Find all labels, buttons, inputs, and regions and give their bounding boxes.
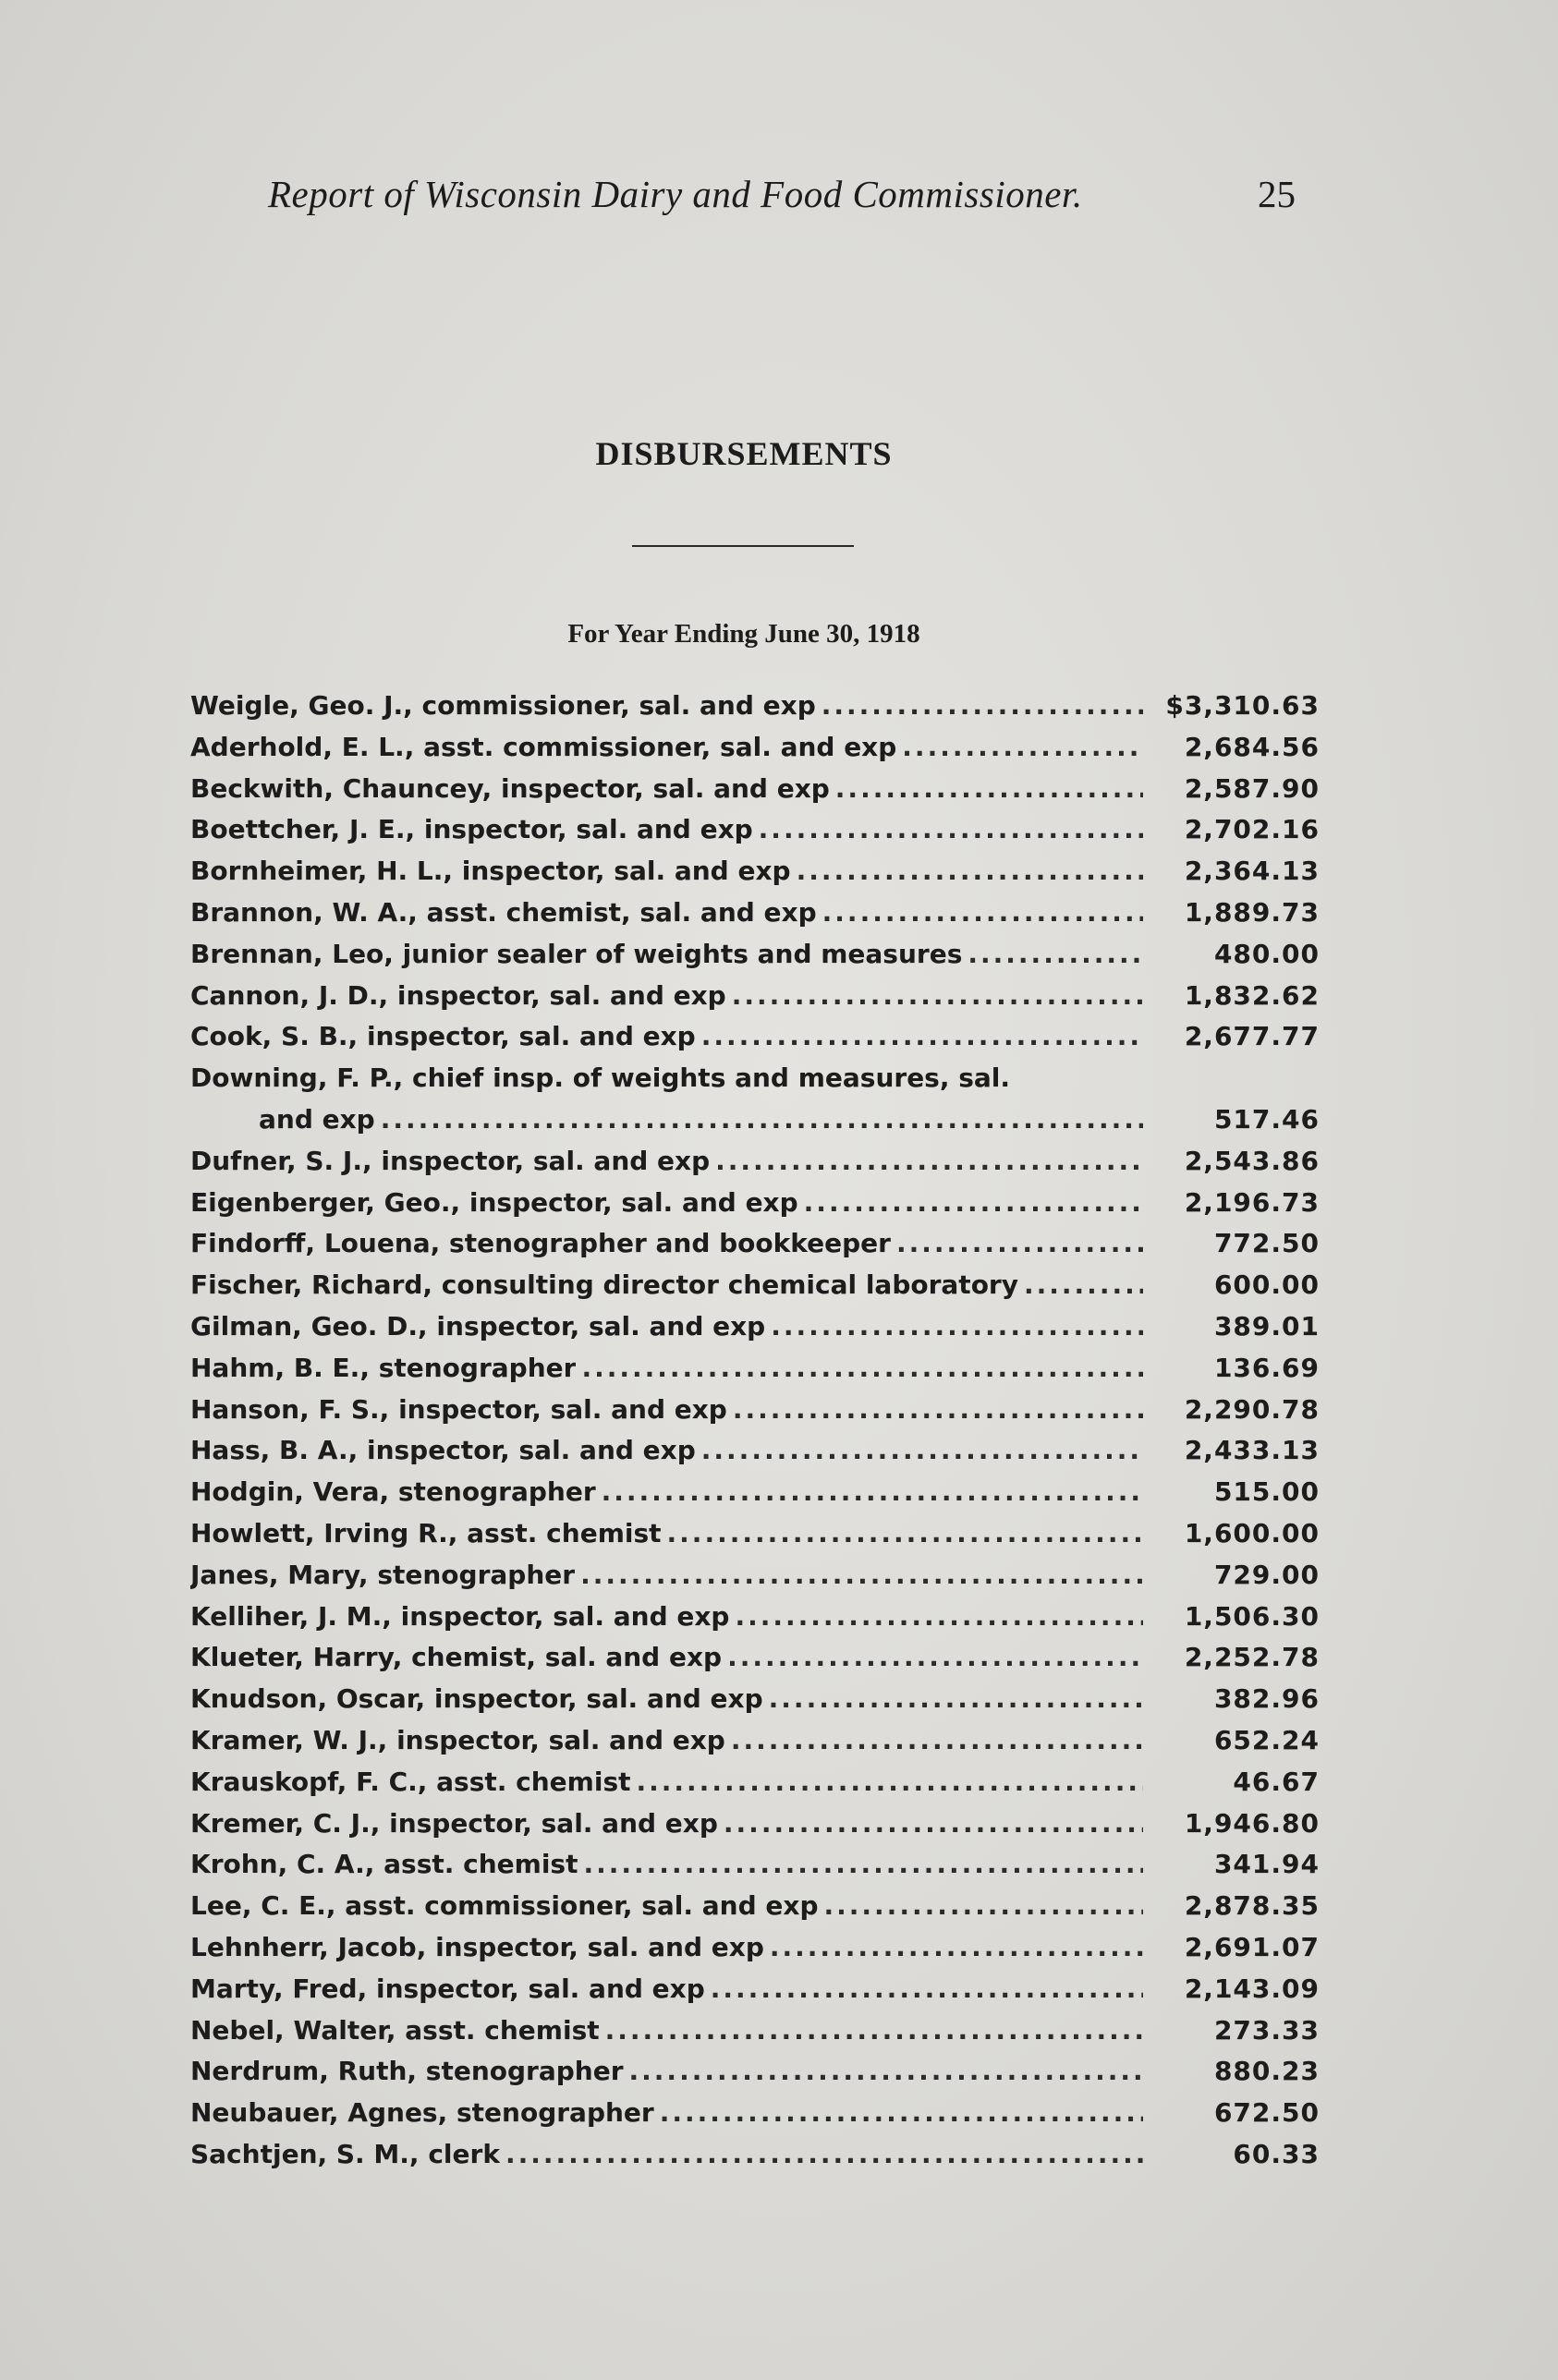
entry-amount: 60.33	[1233, 2138, 1320, 2169]
dot-leader	[735, 1597, 1143, 1638]
dot-leader	[902, 727, 1143, 769]
dot-leader	[701, 1016, 1143, 1058]
entry-amount: 136.69	[1213, 1352, 1320, 1383]
entry-amount: 2,878.35	[1184, 1890, 1320, 1922]
section-subtitle: For Year Ending June 30, 1918	[567, 619, 920, 649]
disbursement-entry	[190, 1555, 1320, 1597]
dot-leader	[660, 2093, 1143, 2134]
disbursement-entry	[190, 769, 1320, 810]
dot-leader	[727, 1637, 1143, 1679]
entry-amount: 382.96	[1213, 1683, 1320, 1715]
disbursement-entry	[190, 1016, 1320, 1058]
entry-amount: 2,677.77	[1184, 1021, 1320, 1052]
disbursement-entry	[190, 1886, 1320, 1927]
disbursement-entry	[190, 1430, 1320, 1472]
dot-leader	[771, 1306, 1143, 1348]
disbursement-entry	[190, 1513, 1320, 1555]
entry-amount: 517.46	[1213, 1103, 1320, 1135]
entry-amount: 2,684.56	[1184, 731, 1320, 762]
entry-name: Cannon, J. D., inspector, sal. and exp	[190, 979, 726, 1011]
dot-leader	[822, 892, 1143, 934]
disbursement-entry	[190, 2134, 1320, 2176]
section-title: DISBURSEMENTS	[595, 435, 893, 472]
entry-name: Weigle, Geo. J., commissioner, sal. and exp	[190, 690, 816, 721]
disbursement-entry	[190, 976, 1320, 1017]
dot-leader	[797, 851, 1143, 892]
dot-leader	[968, 934, 1143, 976]
disbursement-entry	[190, 1348, 1320, 1390]
entry-amount: 1,832.62	[1184, 979, 1320, 1011]
entry-name: Fischer, Richard, consulting director chemical laboratory	[190, 1269, 1018, 1301]
disbursement-entry	[190, 1265, 1320, 1306]
entry-amount: 2,364.13	[1184, 856, 1320, 887]
entry-amount: 2,433.13	[1184, 1435, 1320, 1466]
dot-leader	[731, 1720, 1143, 1762]
entry-amount: 2,143.09	[1184, 1973, 1320, 2004]
dot-leader	[824, 1886, 1144, 1927]
entry-name: Neubauer, Agnes, stenographer	[190, 2097, 654, 2129]
entry-name: Nebel, Walter, asst. chemist	[190, 2014, 600, 2046]
disbursement-entry	[190, 686, 1320, 727]
disbursement-entry	[190, 851, 1320, 892]
dot-leader	[701, 1430, 1143, 1472]
entry-amount: 2,587.90	[1184, 772, 1320, 804]
dot-leader	[581, 1348, 1143, 1390]
entry-amount: 729.00	[1213, 1559, 1320, 1590]
disbursement-entry	[190, 809, 1320, 851]
disbursement-entry	[190, 2051, 1320, 2093]
disbursement-entry	[190, 1141, 1320, 1183]
entry-name: Bornheimer, H. L., inspector, sal. and exp	[190, 856, 791, 887]
entry-name: Hanson, F. S., inspector, sal. and exp	[190, 1393, 727, 1425]
dot-leader	[1024, 1265, 1143, 1306]
entry-amount: 273.33	[1213, 2014, 1320, 2046]
entry-amount: 515.00	[1213, 1476, 1320, 1508]
entry-name: Kramer, W. J., inspector, sal. and exp	[190, 1724, 725, 1755]
entry-name-continuation: and exp	[259, 1103, 375, 1135]
dot-leader	[381, 1099, 1143, 1141]
dot-leader	[629, 2051, 1143, 2093]
disbursement-entry	[190, 1472, 1320, 1513]
entry-name: Lee, C. E., asst. commissioner, sal. and exp	[190, 1890, 819, 1922]
entry-name: Janes, Mary, stenographer	[190, 1559, 576, 1590]
entry-name: Hahm, B. E., stenographer	[190, 1352, 577, 1383]
entry-name: Eigenberger, Geo., inspector, sal. and exp	[190, 1186, 798, 1218]
entry-amount: 652.24	[1213, 1724, 1320, 1755]
dot-leader	[733, 1390, 1143, 1431]
disbursement-entry	[190, 1844, 1320, 1886]
entry-name: Beckwith, Chauncey, inspector, sal. and exp	[190, 772, 830, 804]
entry-amount: 2,543.86	[1184, 1145, 1320, 1176]
entry-amount: 1,946.80	[1184, 1807, 1320, 1839]
entry-name: Brannon, W. A., asst. chemist, sal. and exp	[190, 896, 817, 928]
page-header	[268, 172, 1303, 227]
entry-name: Aderhold, E. L., asst. commissioner, sal. and exp	[190, 731, 897, 762]
dot-leader	[505, 2134, 1143, 2176]
entry-amount: 1,506.30	[1184, 1600, 1320, 1632]
disbursement-entry	[190, 1679, 1320, 1720]
entry-amount: 341.94	[1213, 1849, 1320, 1880]
dot-leader	[580, 1555, 1143, 1597]
disbursement-entry	[190, 1720, 1320, 1762]
disbursement-entry	[190, 1223, 1320, 1265]
disbursement-entry	[190, 1637, 1320, 1679]
dot-leader	[770, 1927, 1143, 1969]
dot-leader	[602, 1472, 1143, 1513]
entry-name: Marty, Fred, inspector, sal. and exp	[190, 1973, 705, 2004]
disbursement-entry	[190, 727, 1320, 769]
disbursement-entry	[190, 1390, 1320, 1431]
dot-leader	[804, 1183, 1143, 1224]
disbursement-list	[190, 686, 1320, 2176]
disbursement-entry	[190, 1927, 1320, 1969]
entry-name: Brennan, Leo, junior sealer of weights and measures	[190, 938, 963, 969]
disbursement-entry	[190, 1969, 1320, 2010]
dot-leader	[769, 1679, 1143, 1720]
disbursement-entry	[190, 1597, 1320, 1638]
title-rule	[632, 545, 854, 547]
entry-amount: 46.67	[1233, 1766, 1320, 1797]
disbursement-entry	[190, 1803, 1320, 1845]
entry-name: Cook, S. B., inspector, sal. and exp	[190, 1021, 696, 1052]
entry-amount: 672.50	[1213, 2097, 1320, 2129]
entry-amount: 389.01	[1213, 1310, 1320, 1342]
entry-name: Findorff, Louena, stenographer and bookkeeper	[190, 1228, 891, 1259]
entry-amount: 1,600.00	[1184, 1517, 1320, 1548]
entry-amount: $3,310.63	[1165, 690, 1320, 721]
entry-name: Hass, B. A., inspector, sal. and exp	[190, 1435, 696, 1466]
dot-leader	[822, 686, 1143, 727]
entry-name: Hodgin, Vera, stenographer	[190, 1476, 596, 1508]
entry-amount: 2,196.73	[1184, 1186, 1320, 1218]
entry-name: Krauskopf, F. C., asst. chemist	[190, 1766, 631, 1797]
dot-leader	[637, 1762, 1144, 1803]
dot-leader	[605, 2010, 1143, 2052]
entry-amount: 772.50	[1213, 1228, 1320, 1259]
entry-name: Kremer, C. J., inspector, sal. and exp	[190, 1807, 718, 1839]
entry-amount: 2,252.78	[1184, 1642, 1320, 1673]
disbursement-entry	[190, 1058, 1320, 1141]
entry-name: Knudson, Oscar, inspector, sal. and exp	[190, 1683, 763, 1715]
entry-name: Lehnherr, Jacob, inspector, sal. and exp	[190, 1931, 764, 1962]
page-number: 25	[1258, 173, 1296, 215]
dot-leader	[715, 1141, 1143, 1183]
entry-amount: 480.00	[1213, 938, 1320, 969]
entry-name: Dufner, S. J., inspector, sal. and exp	[190, 1145, 711, 1176]
entry-name: Boettcher, J. E., inspector, sal. and exp	[190, 814, 753, 845]
entry-name: Gilman, Geo. D., inspector, sal. and exp	[190, 1310, 766, 1342]
running-title: Report of Wisconsin Dairy and Food Commissioner.	[268, 173, 1083, 215]
entry-amount: 1,889.73	[1184, 896, 1320, 928]
dot-leader	[835, 769, 1143, 810]
dot-leader	[732, 976, 1143, 1017]
entry-name: Howlett, Irving R., asst. chemist	[190, 1517, 662, 1548]
dot-leader	[759, 809, 1143, 851]
dot-leader	[896, 1223, 1143, 1265]
entry-amount: 600.00	[1213, 1269, 1320, 1301]
dot-leader	[711, 1969, 1143, 2010]
disbursement-entry	[190, 892, 1320, 934]
dot-leader	[583, 1844, 1143, 1886]
disbursement-entry	[190, 2010, 1320, 2052]
entry-name: Downing, F. P., chief insp. of weights and measures, sal.	[190, 1062, 1011, 1094]
dot-leader	[667, 1513, 1143, 1555]
entry-amount: 2,691.07	[1184, 1931, 1320, 1962]
entry-amount: 2,290.78	[1184, 1393, 1320, 1425]
entry-name: Sachtjen, S. M., clerk	[190, 2138, 500, 2169]
disbursement-entry	[190, 1306, 1320, 1348]
entry-amount: 2,702.16	[1184, 814, 1320, 845]
disbursement-entry	[190, 934, 1320, 976]
entry-name: Kelliher, J. M., inspector, sal. and exp	[190, 1600, 730, 1632]
entry-amount: 880.23	[1213, 2056, 1320, 2087]
entry-name: Nerdrum, Ruth, stenographer	[190, 2056, 624, 2087]
entry-name: Krohn, C. A., asst. chemist	[190, 1849, 578, 1880]
disbursement-entry	[190, 1762, 1320, 1803]
disbursement-entry	[190, 2093, 1320, 2134]
disbursement-entry	[190, 1183, 1320, 1224]
entry-name: Klueter, Harry, chemist, sal. and exp	[190, 1642, 723, 1673]
dot-leader	[724, 1803, 1143, 1845]
